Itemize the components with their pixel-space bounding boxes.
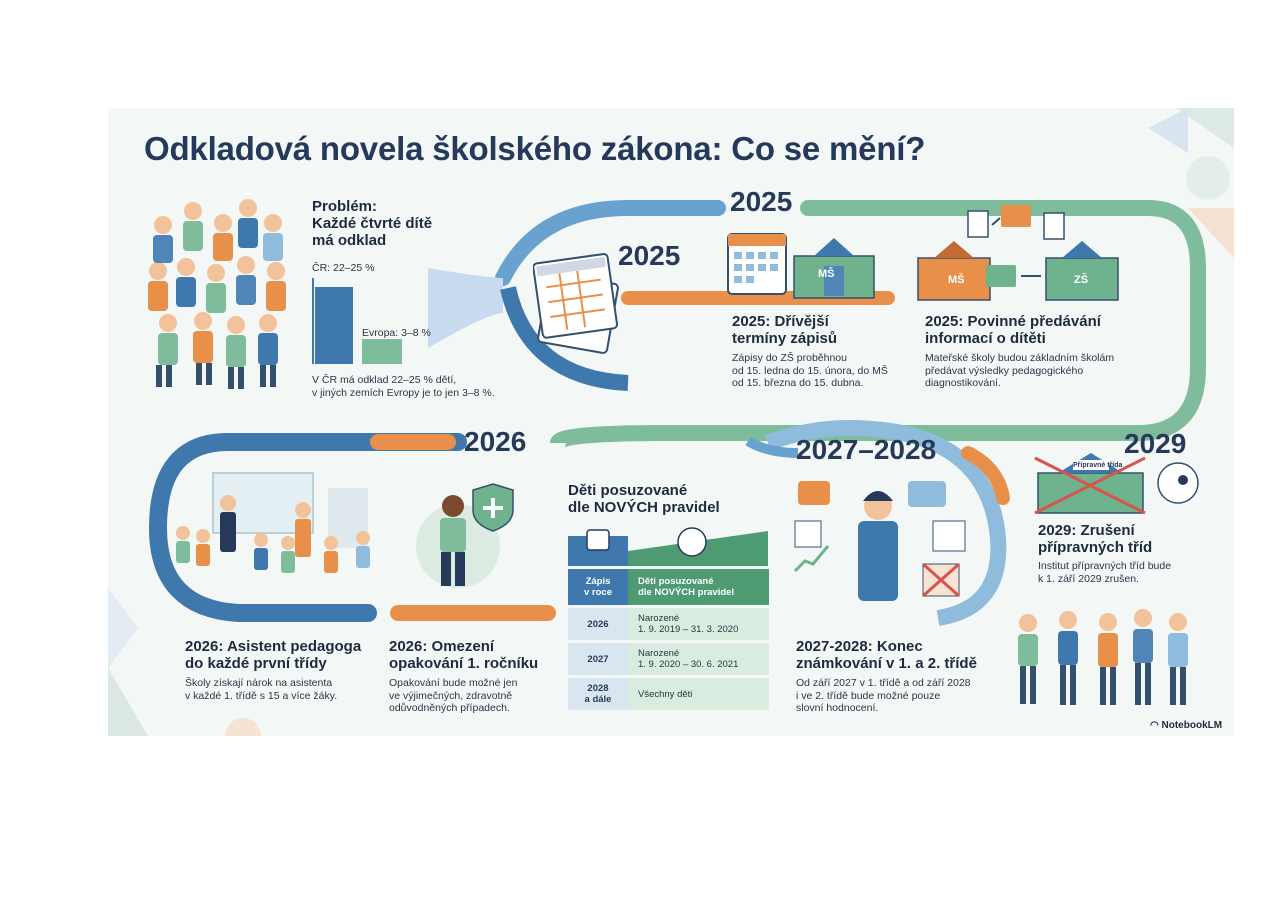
rules-header-text: Zápis — [585, 576, 611, 587]
opakovani-title-line: 2026: Omezení — [389, 638, 495, 655]
child-check-icon — [678, 528, 706, 556]
problem-heading — [312, 198, 432, 249]
row-children-text: Narozené — [638, 613, 680, 624]
bar-label-eu: Evropa: 3–8 % — [362, 327, 431, 339]
speech-bubble-icon — [798, 481, 830, 505]
rules-heading-line: dle NOVÝCH pravidel — [568, 499, 720, 516]
school-building-icon — [1038, 473, 1143, 513]
closed-school-illustration — [1033, 438, 1203, 518]
row-children — [628, 643, 769, 675]
pie-chart-icon — [795, 521, 821, 547]
row-children — [628, 608, 769, 640]
opakovani-title — [389, 638, 538, 672]
problem-heading-line: Každé čtvrté dítě — [312, 215, 433, 232]
predavani-title — [925, 313, 1101, 347]
rules-table — [568, 566, 769, 713]
row-children-text: Narozené — [638, 648, 680, 659]
opakovani-text — [389, 677, 517, 715]
rules-header-row — [568, 569, 769, 605]
funnel — [428, 268, 503, 348]
brand-name: NotebookLM — [1161, 720, 1223, 731]
table-row — [568, 643, 769, 675]
children-walking-illustration — [1003, 608, 1203, 713]
predavani-title-line: 2025: Povinné předávání — [925, 313, 1101, 330]
zruseni-title — [1038, 522, 1152, 556]
classroom-illustration — [163, 468, 388, 593]
year-label-2025-mid: 2025 — [618, 240, 681, 271]
problem-note — [312, 374, 495, 399]
rules-heading-line: Děti posuzované — [568, 482, 688, 499]
rules-header-text: v roce — [584, 587, 612, 598]
speech-bubble-icon — [908, 481, 946, 507]
predavani-text — [925, 352, 1114, 390]
znamkovani-text-line: Od září 2027 v 1. třídě a od září 2028 — [796, 677, 971, 689]
problem-heading-line: Problém: — [312, 198, 378, 215]
zapisy-text-line: od 15. ledna do 15. února, do MŠ — [732, 364, 888, 377]
zruseni-title-line: přípravných tříd — [1038, 539, 1153, 556]
asistent-text-line: Školy získají nárok na asistenta — [185, 677, 333, 689]
problem-note-line: v jiných zemích Evropy je to jen 3–8 %. — [312, 386, 495, 399]
bar-axis — [312, 278, 314, 364]
document-icon — [968, 211, 988, 237]
znamkovani-text-line: slovní hodnocení. — [796, 702, 879, 714]
predavani-text-line: Mateřské školy budou základním školám — [925, 352, 1115, 364]
zruseni-text-line: k 1. září 2029 zrušen. — [1038, 572, 1139, 585]
asistent-title-line: do každé první třídy — [185, 655, 327, 672]
year-label-2027: 2027–2028 — [796, 434, 937, 465]
zapisy-title — [732, 313, 837, 347]
folder-icon — [986, 265, 1016, 287]
row-year — [568, 678, 628, 710]
bar-label-cr: ČR: 22–25 % — [312, 262, 375, 274]
row-year: 2027 — [568, 643, 628, 675]
teacher-illustration — [793, 476, 968, 604]
opakovani-title-line: opakování 1. ročníku — [389, 655, 539, 672]
year-label-2029: 2029 — [1124, 428, 1187, 459]
rules-header-children — [628, 569, 769, 605]
znamkovani-title — [796, 638, 977, 672]
asistent-text-line: v každé 1. třídě s 15 a více žáky. — [185, 689, 338, 702]
asistent-text — [185, 677, 337, 702]
bar-eu — [362, 339, 402, 364]
problem-note-line: V ČR má odklad 22–25 % dětí, — [312, 374, 457, 386]
page-title: Odkladová novela školského zákona: Co se mění? — [144, 130, 926, 167]
zapisy-title-line: termíny zápisů — [732, 330, 838, 347]
building-label-zs: ZŠ — [1074, 274, 1089, 286]
zruseni-text — [1038, 560, 1171, 585]
boy-shield-illustration — [413, 476, 528, 604]
year-label-2026: 2026 — [464, 426, 527, 457]
building-sign: Přípravné třída — [1073, 462, 1123, 469]
zapisy-title-line: 2025: Dřívější — [732, 313, 829, 330]
asistent-title — [185, 638, 361, 672]
opakovani-text-line: odůvodněných případech. — [389, 702, 510, 714]
trend-up-icon — [795, 546, 828, 571]
zruseni-text-line: Institut přípravných tříd bude — [1038, 560, 1172, 572]
folder-icon — [1001, 205, 1031, 227]
row-year-text: 2028 — [587, 683, 609, 694]
row-year: 2026 — [568, 608, 628, 640]
predavani-title-line: informací o dítěti — [925, 330, 1046, 347]
znamkovani-text — [796, 677, 971, 715]
zapisy-text — [732, 352, 888, 390]
znamkovani-title-line: známkování v 1. a 2. třídě — [796, 655, 977, 672]
path-green-mid — [558, 433, 668, 443]
bar-cr — [315, 287, 353, 365]
znamkovani-title-line: 2027-2028: Konec — [796, 638, 923, 655]
brand-logo — [1150, 720, 1222, 731]
predavani-text-line: diagnostikování. — [925, 377, 1001, 389]
rules-header-year — [568, 569, 628, 605]
table-row — [568, 678, 769, 710]
year-label-2025-top: 2025 — [730, 186, 793, 217]
rules-heading — [568, 482, 720, 516]
row-year-text: a dále — [584, 694, 612, 705]
rules-icons — [568, 526, 768, 566]
bar-chart-icon — [933, 521, 965, 551]
children-group-illustration — [138, 193, 308, 403]
building-label-ms: MŠ — [818, 268, 835, 280]
row-children-text: Všechny děti — [638, 688, 693, 700]
notebooklm-icon: ◠ — [1150, 720, 1159, 731]
znamkovani-text-line: i ve 2. třídě bude možné pouze — [796, 689, 941, 702]
infographic-card — [108, 108, 1234, 736]
document-icon — [1044, 213, 1064, 239]
zapisy-text-line: Zápisy do ZŠ proběhnou — [732, 352, 847, 364]
opakovani-text-line: ve výjimečných, zdravotně — [389, 689, 513, 702]
person-arrows-icon — [1158, 463, 1198, 503]
asistent-title-line: 2026: Asistent pedagoga — [185, 638, 362, 655]
ms-zs-transfer-illustration — [916, 203, 1126, 305]
predavani-text-line: předávat výsledky pedagogického — [925, 364, 1084, 377]
row-children-text: 1. 9. 2019 – 31. 3. 2020 — [638, 624, 739, 635]
table-row — [568, 608, 769, 640]
rules-header-text: Děti posuzované — [638, 576, 714, 587]
row-children-text: 1. 9. 2020 – 30. 6. 2021 — [638, 659, 739, 670]
calendar-icon — [587, 530, 609, 550]
row-children — [628, 678, 769, 710]
problem-heading-line: má odklad — [312, 232, 387, 249]
zapisy-text-line: od 15. března do 15. dubna. — [732, 377, 864, 389]
opakovani-text-line: Opakování bude možné jen — [389, 677, 518, 689]
building-label-ms: MŠ — [948, 274, 965, 286]
rules-header-text: dle NOVÝCH pravidel — [638, 587, 735, 598]
zruseni-title-line: 2029: Zrušení — [1038, 522, 1135, 539]
calendar-school-illustration — [726, 226, 876, 304]
